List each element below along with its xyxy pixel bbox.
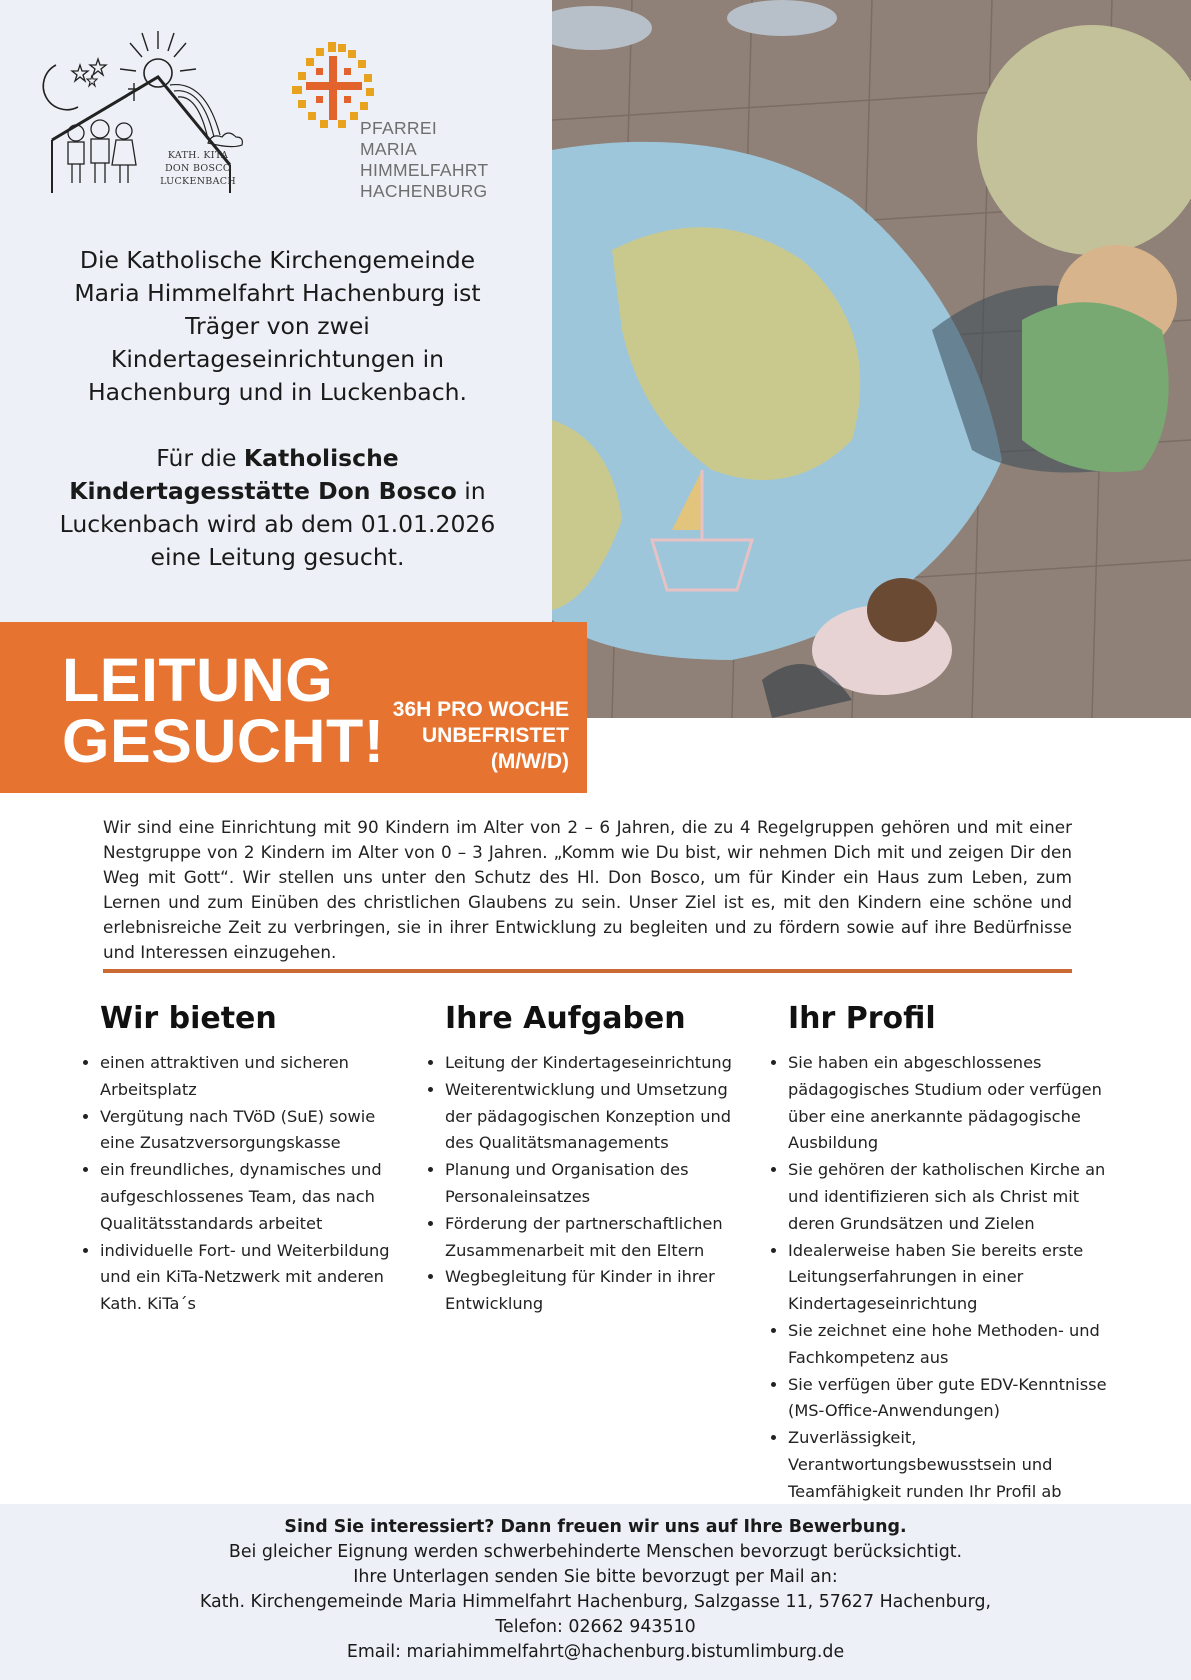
list-item: • Leitung der Kindertageseinrichtung: [445, 1050, 758, 1077]
footer-headline: [0, 1515, 1191, 1540]
banner-contract: UNBEFRISTET: [422, 724, 569, 747]
footer-address: Kath. Kirchengemeinde Maria Himmelfahrt Hachenburg, Salzgasse 11, 57627 Hachenburg,: [199, 1592, 992, 1612]
banner-title-line-1: LEITUNG: [62, 646, 334, 714]
list-item: • individuelle Fort- und Weiterbildung und ein KiTa-Netzwerk mit anderen Kath. KiTa´s: [100, 1238, 413, 1318]
intro-text: [55, 244, 500, 574]
section-divider: [103, 969, 1072, 973]
column-title: Wir bieten: [100, 1001, 277, 1036]
column-ihre-aufgaben: [423, 1000, 758, 1318]
footer-headline-text: Sind Sie interessiert? Dann freuen wir uns auf Ihre Bewerbung.: [284, 1517, 907, 1537]
kita-logo-line-3: LUCKENBACH: [160, 176, 236, 187]
list-item: • Idealerweise haben Sie bereits erste Leitungserfahrungen in einer Kindertageseinrichtung: [788, 1238, 1126, 1318]
column-title: Ihr Profil: [788, 1001, 936, 1036]
parish-logo-line-2: MARIA HIMMELFAHRT: [360, 139, 489, 180]
list-item: • Weiterentwicklung und Umsetzung der pädagogischen Konzeption und des Qualitätsmanagements: [445, 1077, 758, 1157]
list-item: • Planung und Organisation des Personaleinsatzes: [445, 1157, 758, 1211]
footer-phone: Telefon: 02662 943510: [495, 1617, 696, 1637]
facility-description: Wir sind eine Einrichtung mit 90 Kindern im Alter von 2 – 6 Jahren, die zu 4 Regelgruppen gehören und mit einer Nestgruppe von 2 Kindern im Alter von 0 – 3 Jahren. „Komm wie Du bist, wir nehmen Dich mit und zeigen Dir den Weg mit Gott“. Wir stellen uns unter den Schutz des Hl. Don Bosco, um für Kinder ein Haus zum Leben, zum Lernen und zum Einüben des christlichen Glaubens zu sein. Unser Ziel ist es, mit den Kindern eine schöne und erlebnisreiche Zeit zu verbringen, sie in ihrer Entwicklung zu begleiten und zu fördern sowie auf ihre Bedürfnisse und Interessen einzugehen.: [103, 817, 1072, 962]
parish-logo-line-3: HACHENBURG: [360, 181, 488, 201]
intro-p2-before: Für die: [156, 444, 244, 472]
column-ihr-profil: [766, 1000, 1126, 1506]
banner-title: [62, 646, 385, 775]
intro-paragraph-1: Die Katholische Kirchengemeinde Maria Himmelfahrt Hachenburg ist Träger von zwei Kindertageseinrichtungen in Hachenburg und in Luckenbach.: [74, 246, 481, 406]
list-item: • Sie gehören der katholischen Kirche an und identifizieren sich als Christ mit deren Grundsätzen und Zielen: [788, 1157, 1126, 1237]
parish-logo: [286, 40, 536, 201]
intro-p2-bold: Katholische Kindertagesstätte Don Bosco: [69, 444, 457, 505]
kita-logo-text: [148, 149, 248, 188]
list-item: • Wegbegleitung für Kinder in ihrer Entwicklung: [445, 1264, 758, 1318]
profile-list: [766, 1050, 1126, 1506]
intro-p2-after: in Luckenbach wird ab dem 01.01.2026 eine Leitung gesucht.: [59, 477, 496, 571]
banner-title-line-2: GESUCHT!: [62, 707, 385, 775]
list-item: • Sie zeichnet eine hohe Methoden- und Fachkompetenz aus: [788, 1318, 1126, 1372]
kita-logo-line-2: DON BOSCO: [165, 163, 231, 174]
list-item: • Zuverlässigkeit, Verantwortungsbewusstsein und Teamfähigkeit runden Ihr Profil ab: [788, 1425, 1126, 1505]
banner-subtitle: [393, 697, 569, 775]
list-item: • Vergütung nach TVöD (SuE) sowie eine Zusatzversorgungskasse: [100, 1104, 413, 1158]
header-panel: [0, 0, 552, 622]
parish-logo-text: [360, 118, 536, 202]
children-chalk-drawing-photo-icon: [552, 0, 1191, 718]
list-item: • einen attraktiven und sicheren Arbeitsplatz: [100, 1050, 413, 1104]
banner-hours: 36H PRO WOCHE: [392, 698, 569, 721]
column-wir-bieten: [78, 1000, 413, 1318]
list-item: • ein freundliches, dynamisches und aufgeschlossenes Team, das nach Qualitätsstandards arbeitet: [100, 1157, 413, 1237]
list-item: • Sie haben ein abgeschlossenes pädagogisches Studium oder verfügen über eine anerkannte pädagogische Ausbildung: [788, 1050, 1126, 1157]
kita-logo: [30, 25, 260, 200]
intro-paragraph-2: [55, 442, 500, 574]
footer-email[interactable]: Email: mariahimmelfahrt@hachenburg.bistumlimburg.de: [346, 1642, 845, 1662]
footer-line-1: Bei gleicher Eignung werden schwerbehinderte Menschen bevorzugt berücksichtigt.: [228, 1542, 963, 1562]
column-title: Ihre Aufgaben: [445, 1001, 686, 1036]
job-banner: [0, 622, 587, 793]
kita-logo-line-1: KATH. KITA: [167, 150, 229, 161]
header-photo: [552, 0, 1191, 718]
banner-gender: (M/W/D): [490, 750, 569, 773]
offer-list: [78, 1050, 413, 1318]
tasks-list: [423, 1050, 758, 1318]
contact-footer: [0, 1504, 1191, 1680]
list-item: • Förderung der partnerschaftlichen Zusammenarbeit mit den Eltern: [445, 1211, 758, 1265]
list-item: • Sie verfügen über gute EDV-Kenntnisse (MS-Office-Anwendungen): [788, 1372, 1126, 1426]
footer-line-2: Ihre Unterlagen senden Sie bitte bevorzugt per Mail an:: [353, 1567, 838, 1587]
parish-logo-line-1: PFARREI: [360, 118, 437, 138]
